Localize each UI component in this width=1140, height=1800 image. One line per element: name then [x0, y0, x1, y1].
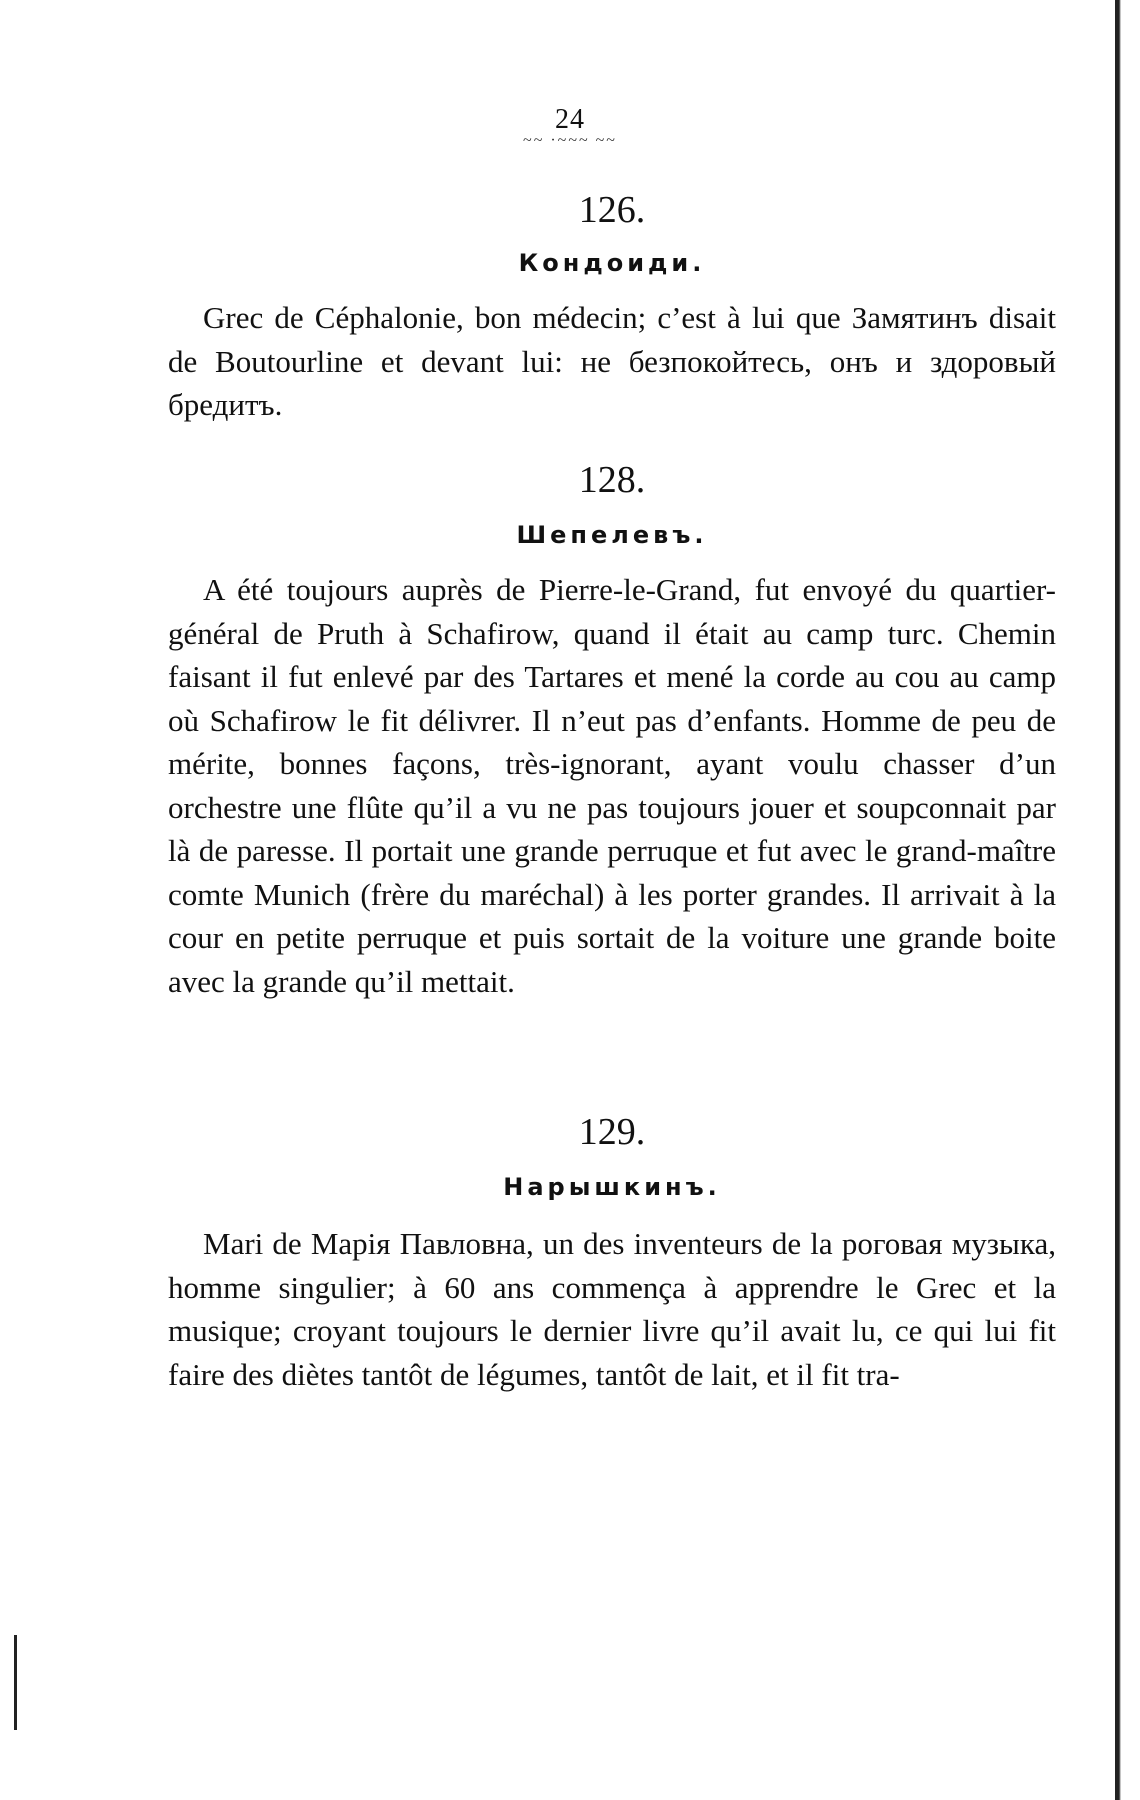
entry-129-body-block: [168, 1222, 1056, 1396]
entry-heading: Нарышкинъ.: [503, 1173, 721, 1201]
entry-heading: Шепелевъ.: [516, 521, 708, 549]
entry-number: 129.: [578, 1111, 646, 1153]
entry-body: Mari de Марія Павловна, un des inventeurs de la роговая музыка, homme singulier; à 60 ans commença à apprendre le Grec et la musique; croyant toujours le dernier livre qu’il avait lu, ce qui lui fit faire des diètes tantôt de légumes, tantôt de lait, et il fit tra-: [168, 1226, 1056, 1392]
entry-heading: Кондоиди.: [518, 249, 706, 277]
entry-body: A été toujours auprès de Pierre-le-Grand, fut envoyé du quartier-général de Pruth à Schafirow, quand il était au camp turc. Chemin faisant il fut enlevé par des Tartares et mené la corde au cou au camp où Schafirow le fit délivrer. Il n’eut pas d’enfants. Homme de peu de mérite, bonnes façons, très-ignorant, ayant voulu chasser d’un orchestre une flûte qu’il a vu ne pas toujours jouer et soupconnait par là de paresse. Il portait une grande perruque et fut avec le grand-maître comte Munich (frère du maréchal) à les porter grandes. Il arrivait à la cour en petite perruque et puis sortait de la voiture une grande boite avec la grande qu’il mettait.: [168, 572, 1056, 999]
page-number-ornament: ~~ ·~~~ ~~: [523, 132, 617, 149]
entry-body: Grec de Céphalonie, bon médecin; c’est à lui que Замятинъ disait de Boutourline et devant lui: не безпокойтесь, онъ и здоровый бредитъ.: [168, 300, 1056, 422]
entry-126-heading-block: [168, 248, 1056, 278]
entry-129-heading-block: [168, 1172, 1056, 1202]
margin-mark: [14, 1635, 17, 1730]
entry-129: [168, 1110, 1056, 1154]
entry-128-body-block: [168, 568, 1056, 1003]
page-number: 24: [555, 104, 585, 135]
page-edge-rule: [1115, 0, 1121, 1800]
entry-number: 128.: [578, 459, 646, 501]
entry-128: [168, 458, 1056, 502]
entry-number: 126.: [578, 189, 646, 231]
entry-128-heading-block: [168, 520, 1056, 550]
entry-126: [168, 188, 1056, 232]
entry-126-body-block: [168, 296, 1056, 427]
